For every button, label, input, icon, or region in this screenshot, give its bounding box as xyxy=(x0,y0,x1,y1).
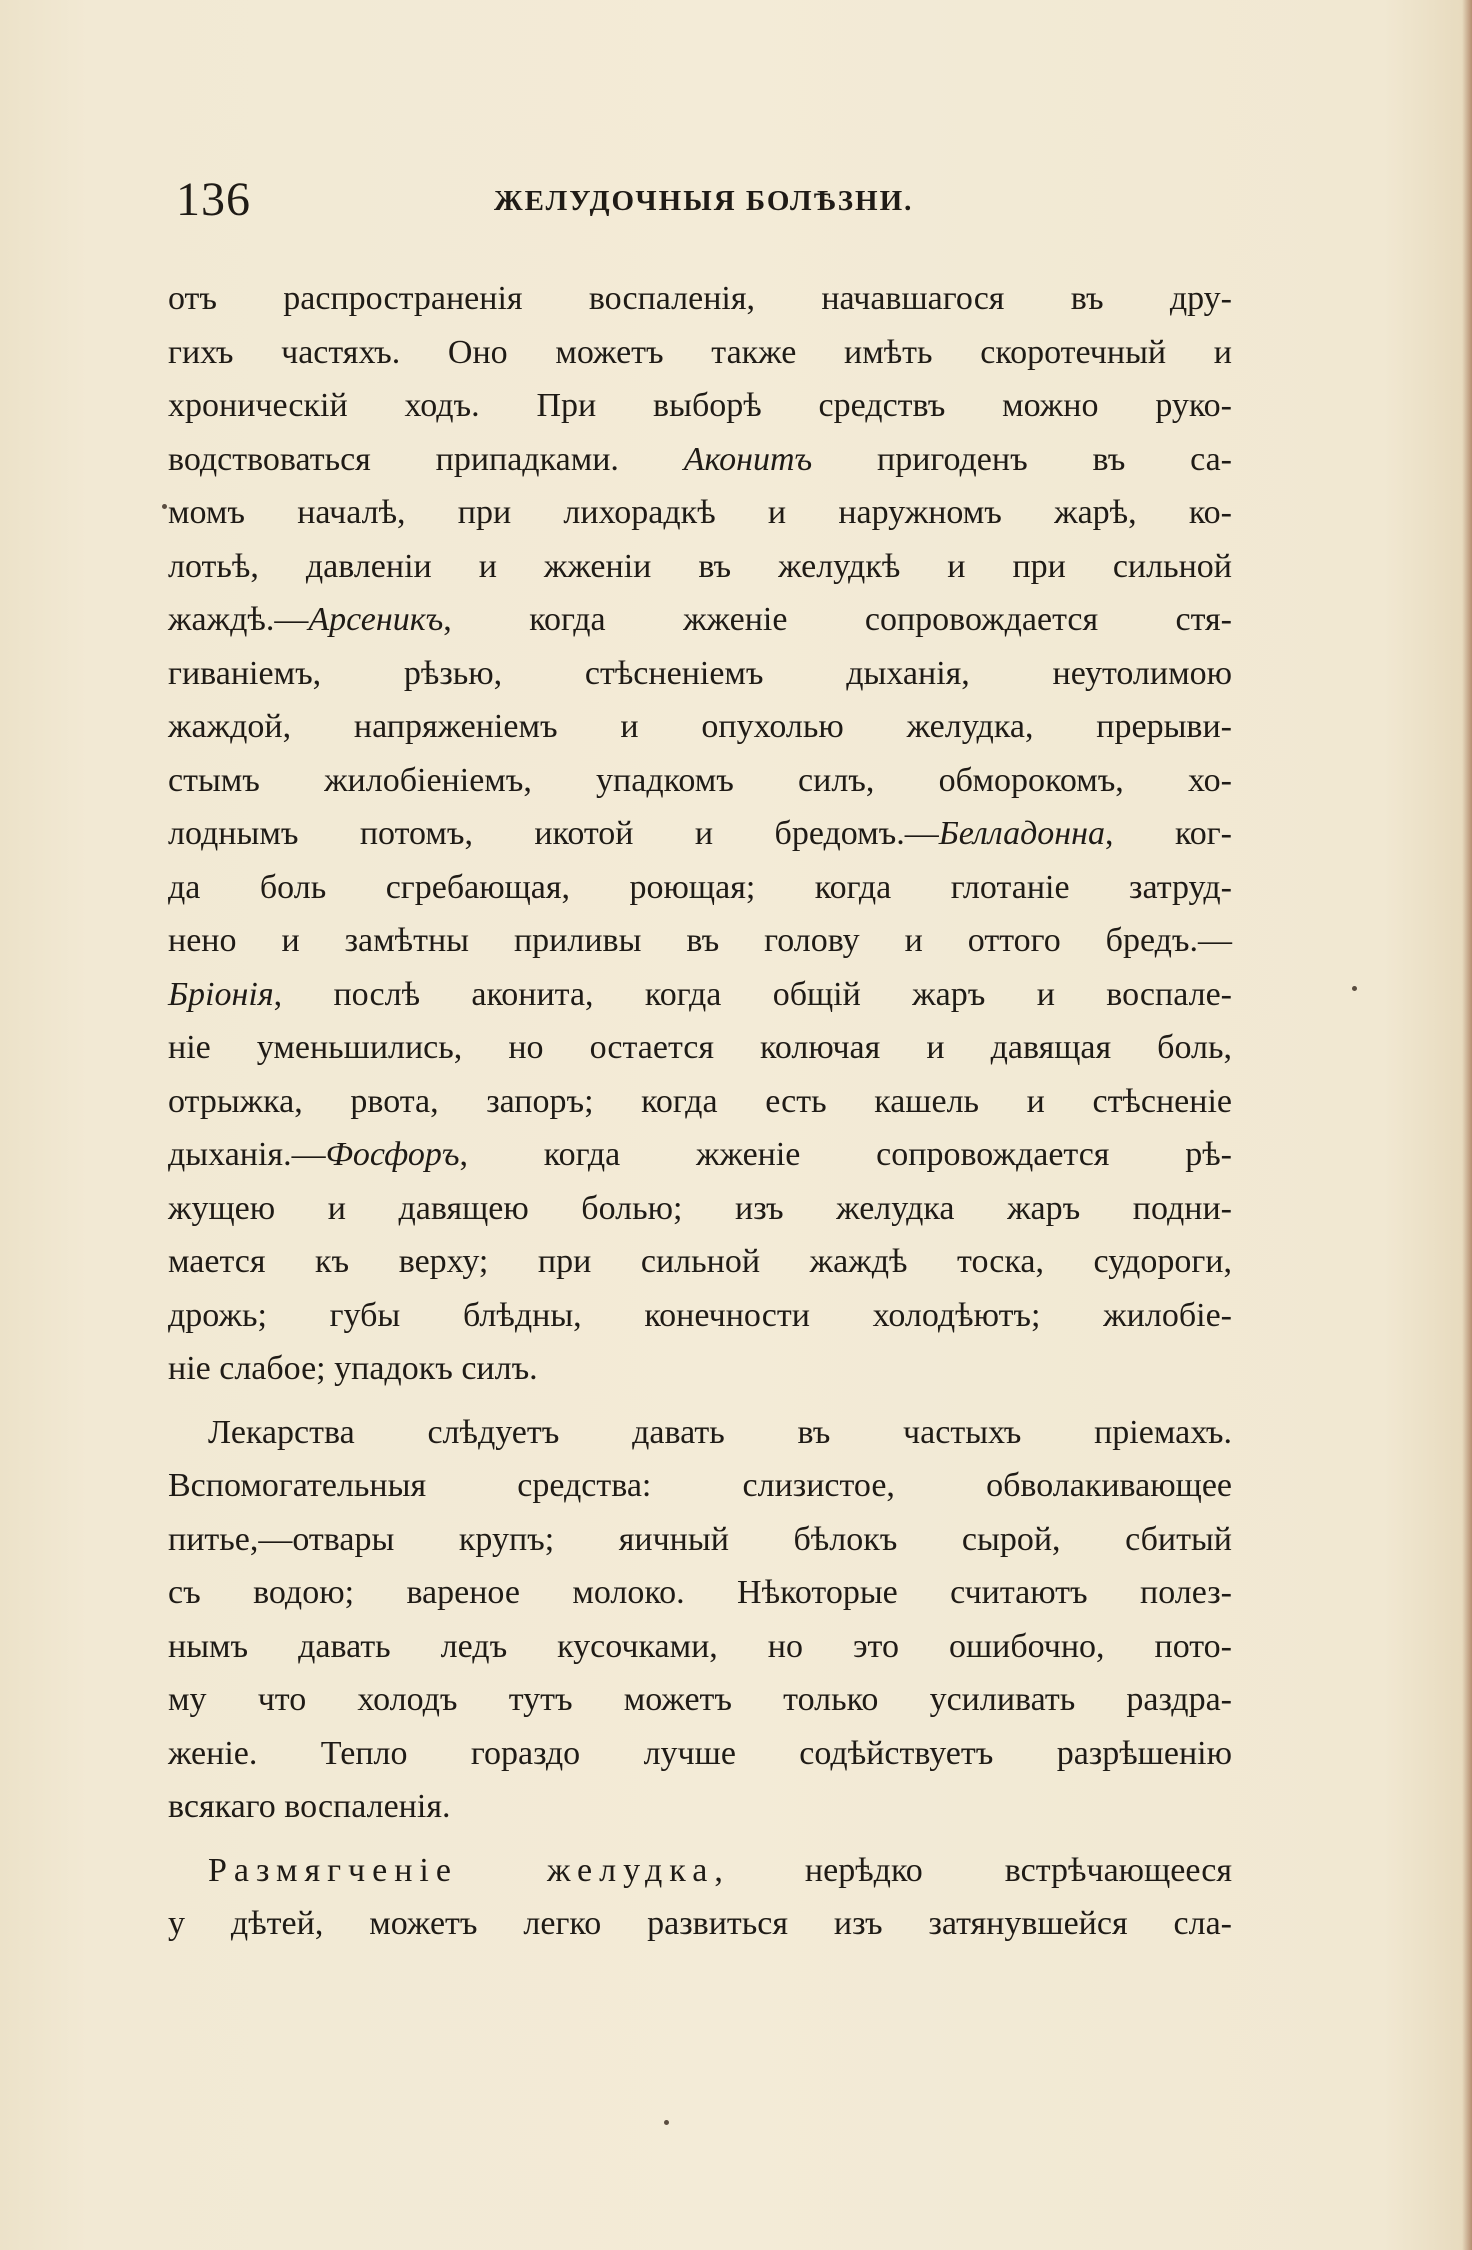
page-edge-shadow xyxy=(1462,0,1472,2250)
print-speck xyxy=(162,504,167,509)
paragraph-1 xyxy=(168,272,1232,1396)
page-header xyxy=(176,170,1236,230)
print-speck xyxy=(1352,986,1357,991)
remedy-name: Фосфоръ xyxy=(325,1136,460,1173)
text-line: отрыжка, рвота, запоръ; когда есть кашель и стѣсненіе xyxy=(168,1082,1232,1120)
text-line: хроническій ходъ. При выборѣ средствъ можно руко- xyxy=(168,387,1232,424)
text-line: Бріонія, послѣ аконита, когда общій жаръ и воспале- xyxy=(168,975,1232,1013)
text-line: у дѣтей, можетъ легко развиться изъ затянувшейся сла- xyxy=(168,1905,1232,1942)
text-line: гихъ частяхъ. Оно можетъ также имѣть скоротечный и xyxy=(168,333,1232,371)
remedy-name: Аконитъ xyxy=(683,440,813,478)
text-line: Размягченіе желудка, нерѣдко встрѣчающееся xyxy=(208,1851,1233,1889)
text-line: стымъ жилобіеніемъ, упадкомъ силъ, обморокомъ, хо- xyxy=(168,761,1232,799)
paragraph-2 xyxy=(168,1406,1232,1834)
text-line: момъ началѣ, при лихорадкѣ и наружномъ жарѣ, ко- xyxy=(168,494,1232,531)
paragraph-3 xyxy=(168,1844,1232,1951)
text-line: жаждѣ.—Арсеникъ, когда жженіе сопровождается стя- xyxy=(168,601,1232,638)
remedy-name: Белладонна xyxy=(938,815,1106,852)
paragraph-gap xyxy=(168,1834,1232,1844)
text-line: да боль сгребающая, роющая; когда глотаніе затруд- xyxy=(168,868,1232,906)
body-text xyxy=(168,272,1232,1951)
text-line: ніе уменьшились, но остается колючая и давящая боль, xyxy=(168,1029,1232,1066)
text-line: лотьѣ, давленіи и жженіи въ желудкѣ и при сильной xyxy=(168,547,1232,585)
page-number: 136 xyxy=(176,173,251,226)
text-line: питье,—отвары крупъ; яичный бѣлокъ сырой, сбитый xyxy=(168,1520,1232,1558)
print-speck xyxy=(664,2120,669,2125)
text-line: мается къ верху; при сильной жаждѣ тоска, судороги, xyxy=(168,1243,1232,1280)
text-line: ніе слабое; упадокъ силъ. xyxy=(168,1350,538,1387)
text-line: нено и замѣтны приливы въ голову и оттого бредъ.— xyxy=(168,922,1232,959)
text-line: женіе. Тепло гораздо лучше содѣйствуетъ разрѣшенію xyxy=(168,1734,1232,1772)
text-line: жущею и давящею болью; изъ желудка жаръ подни- xyxy=(168,1189,1232,1227)
text-line: гиваніемъ, рѣзью, стѣсненіемъ дыханія, неутолимою xyxy=(168,654,1232,692)
text-line: дыханія.—Фосфоръ, когда жженіе сопровождается рѣ- xyxy=(168,1136,1232,1173)
text-line: жаждой, напряженіемъ и опухолью желудка, прерыви- xyxy=(168,708,1232,745)
running-title: ЖЕЛУДОЧНЫЯ БОЛѢЗНИ. xyxy=(494,185,914,217)
text-line: лоднымъ потомъ, икотой и бредомъ.—Белладонна, ког- xyxy=(168,815,1233,852)
text-line: Лекарства слѣдуетъ давать въ частыхъ пріемахъ. xyxy=(208,1413,1232,1451)
text-line: всякаго воспаленія. xyxy=(168,1788,451,1825)
text-line: водствоваться припадками. Аконитъ пригоденъ въ са- xyxy=(168,440,1232,478)
paragraph-gap xyxy=(168,1396,1232,1406)
remedy-name: Бріонія xyxy=(168,975,274,1013)
text-line: му что холодъ тутъ можетъ только усиливать раздра- xyxy=(168,1681,1232,1718)
text-line: отъ распространенія воспаленія, начавшагося въ дру- xyxy=(168,280,1232,317)
text-line: дрожь; губы блѣдны, конечности холодѣютъ; жилобіе- xyxy=(168,1296,1232,1334)
remedy-name: Арсеникъ xyxy=(308,601,444,638)
text-line: нымъ давать ледъ кусочками, но это ошибочно, пото- xyxy=(168,1627,1232,1665)
text-line: съ водою; вареное молоко. Нѣкоторые считаютъ полез- xyxy=(168,1574,1232,1611)
text-line: Вспомогательныя средства: слизистое, обволакивающее xyxy=(168,1467,1232,1504)
spaced-term: Размягченіе желудка xyxy=(208,1851,715,1889)
